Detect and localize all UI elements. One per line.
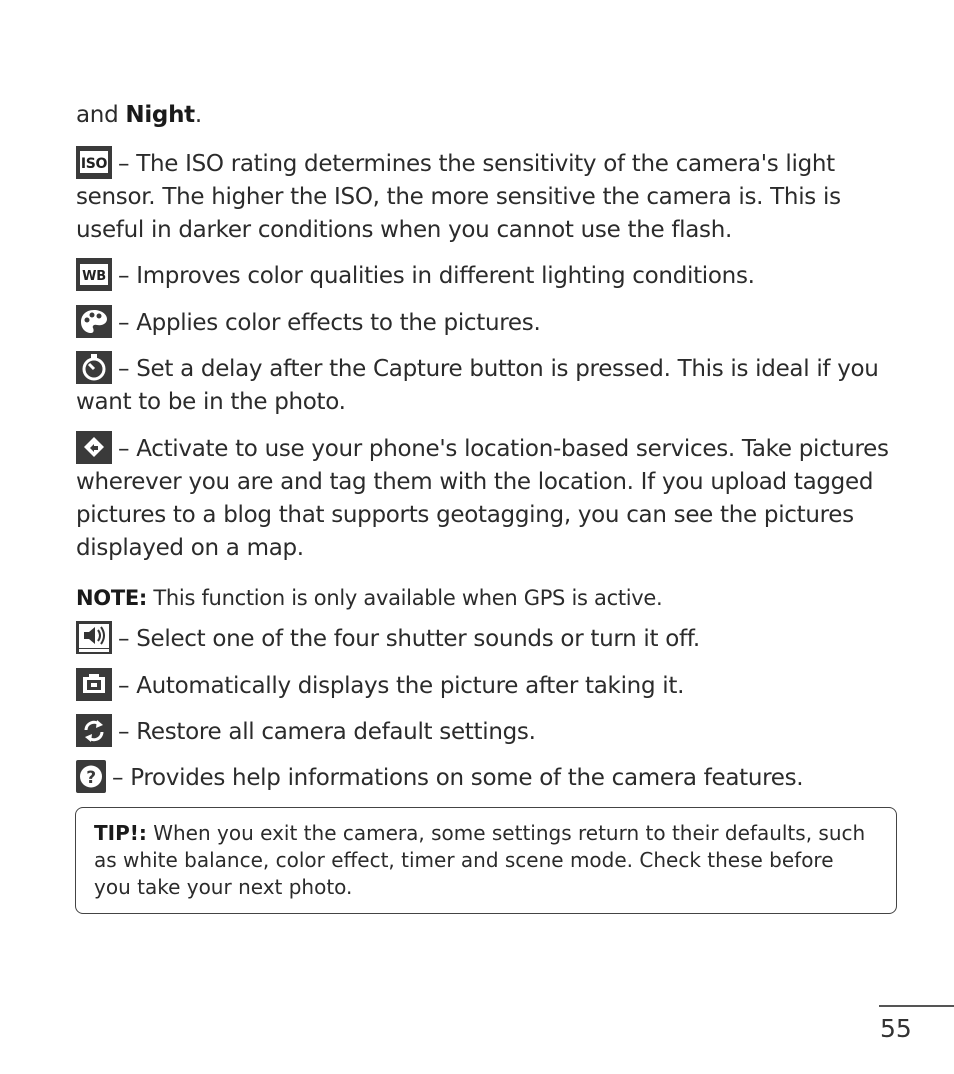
geotag-icon (76, 431, 112, 464)
white-balance-icon (76, 258, 112, 291)
svg-text:?: ? (86, 768, 96, 788)
white-balance-text: – Improves color qualities in different lighting conditions. (118, 263, 755, 289)
intro-bold: Night (125, 102, 195, 128)
auto-review-description (76, 668, 896, 703)
svg-text:WB: WB (82, 269, 106, 284)
auto-review-text: – Automatically displays the picture after taking it. (118, 673, 685, 699)
tip-paragraph (94, 820, 874, 901)
tip-box (75, 807, 897, 914)
note-line (76, 582, 896, 615)
reset-description (76, 714, 896, 749)
shutter-sound-description (76, 621, 896, 656)
color-effect-icon (76, 305, 112, 338)
geotag-description (76, 431, 896, 565)
white-balance-description (76, 258, 896, 293)
help-text: – Provides help informations on some of the camera features. (112, 765, 804, 791)
intro-line (76, 99, 896, 132)
color-effect-text: – Applies color effects to the pictures. (118, 310, 541, 336)
iso-description (76, 146, 896, 247)
intro-suffix: . (194, 102, 202, 128)
timer-text: – Set a delay after the Capture button is pressed. This is ideal if you want to be in the photo. (76, 356, 879, 415)
help-icon (76, 760, 106, 793)
auto-review-icon (76, 668, 112, 701)
reset-text: – Restore all camera default settings. (118, 719, 536, 745)
note-label: NOTE: (76, 586, 147, 610)
iso-text: – The ISO rating determines the sensitivity of the camera's light sensor. The higher the ISO, the more sensitive the camera is. This is useful in darker conditions when you cannot use the flash. (76, 151, 841, 243)
timer-description (76, 351, 896, 419)
page-number: 55 (880, 1014, 912, 1043)
intro-prefix: and (76, 102, 126, 128)
geotag-text: – Activate to use your phone's location-based services. Take pictures wherever you are and tag them with the location. If you upload tagged pictures to a blog that supports geotagging, you can see the pictures displayed on a map. (76, 436, 889, 561)
tip-text: When you exit the camera, some settings return to their defaults, such as white balance, color effect, timer and scene mode. Check these before you take your next photo. (94, 821, 866, 899)
svg-text:ISO: ISO (80, 156, 108, 172)
shutter-sound-text: – Select one of the four shutter sounds or turn it off. (118, 626, 700, 652)
timer-icon (76, 351, 112, 384)
note-text: This function is only available when GPS is active. (147, 586, 663, 610)
color-effect-description (76, 305, 896, 340)
help-description (76, 760, 896, 795)
reset-icon (76, 714, 112, 747)
iso-icon (76, 146, 112, 179)
page-number-rule (879, 1005, 954, 1007)
tip-label: TIP!: (94, 821, 147, 845)
shutter-sound-icon (76, 621, 112, 654)
